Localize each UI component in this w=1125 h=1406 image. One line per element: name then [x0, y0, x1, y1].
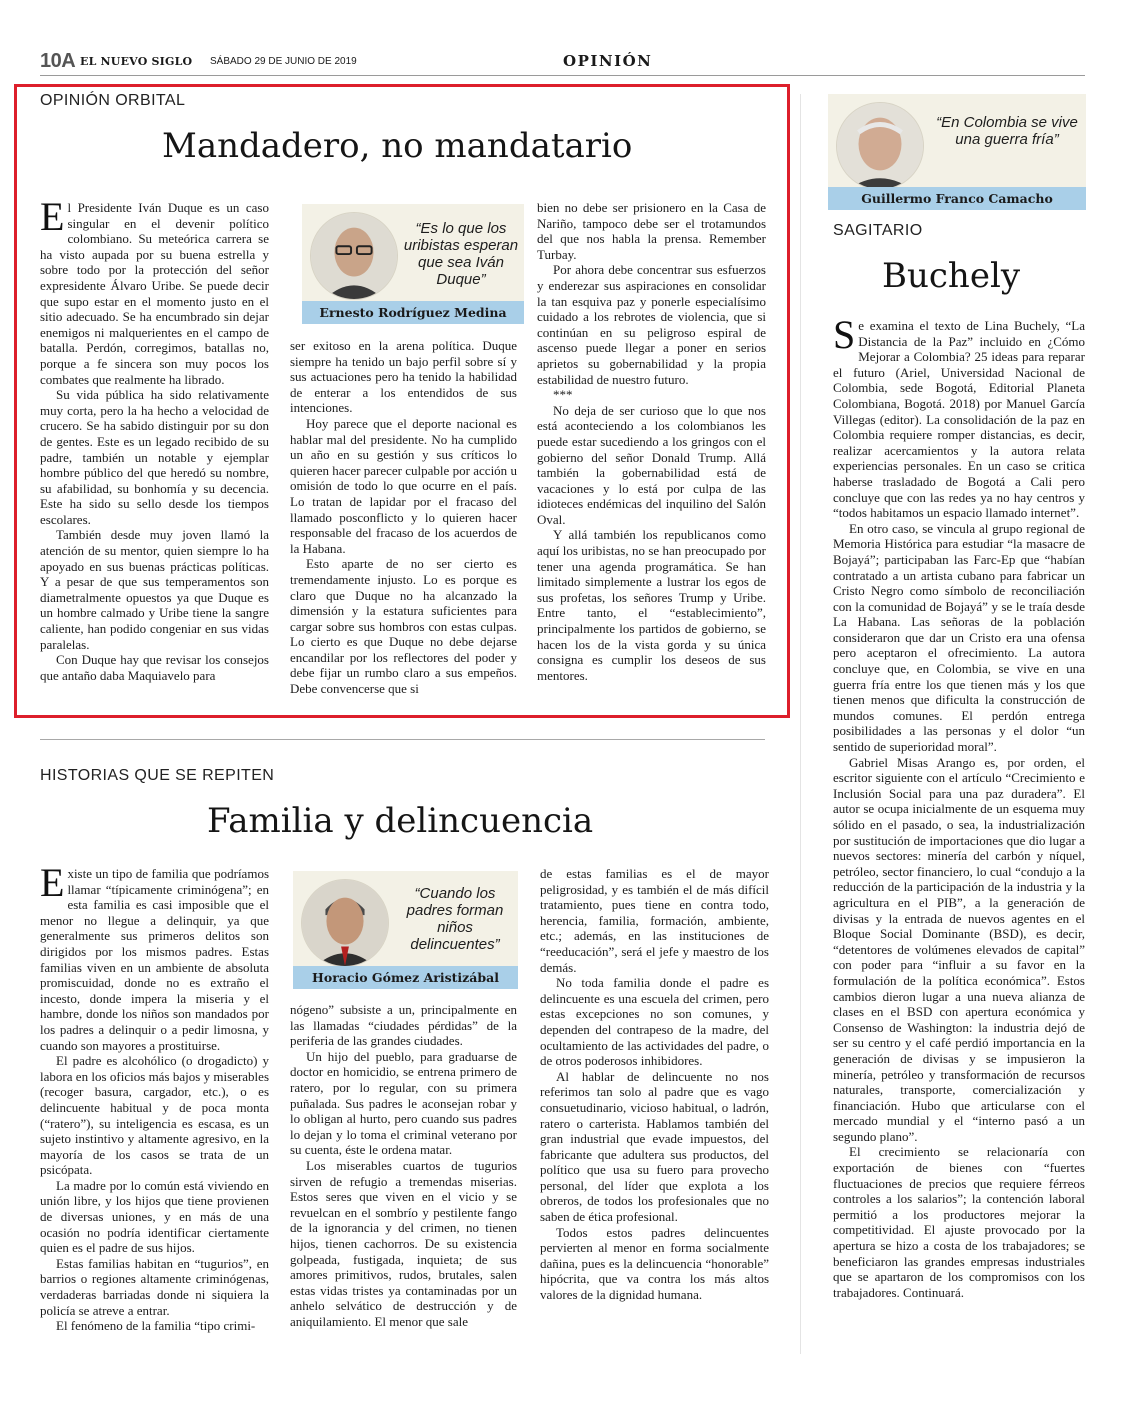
article3-col1-paragraph: Gabriel Misas Arango es, por orden, el escritor siguiente con el artículo “Crecimiento e Inclusión Social para una paz duradera”. El autor se ocupa inicialmente de un esquema muy sólido en el pasado, o sea, la industrialización por sustitución de importaciones que dio lugar a nuevos sectores: minería del carbón y níquel, petróleo, sector financiero, lo cual “condujo a la reducción de la participación de la industria y la agricultura en el PIB”, a la generación de divisas y la entrada de nuevos agentes en el Bloque Social Dominante (BSD), es decir, “detentores de volúmenes elevados de capital” con poder para “influir a su favor en la formulación de la política económica”. Estos cambios dieron lugar a una nueva alianza de clases en el BSD con apertura económica y Consenso de Washington: la industria dejó de ser su centro y el café perdió importancia en la generación de divisas y se impusieron la minería, petróleo y transformación de recursos naturales, transporte, comercialización y financiación. Hubo que articularse con el mercado mundial y el “interno pasó a un segundo plano”. — [833, 754, 1085, 1144]
article1-col2-paragraph: Esto aparte de no ser cierto es tremendamente injusto. Lo es porque es claro que Duque no ha alcanzado la dimensión y la estatura suficientes para cargar sobre sus hombros con estas culpas. Lo cierto es que Duque no debe dejarse encandilar por los reflectores del poder y debe fijar un rumbo claro a sus empeños. Debe convencerse que si — [290, 556, 517, 697]
article1-col1-paragraph: También desde muy joven llamó la atención de su mentor, quien siempre lo ha apoyado en sus buenas prácticas políticas. Y a pesar de que sus temperamentos son diametralmente opuestos ya que Duque es un hombre calmado y Uribe tiene la sangre caliente, han podido congeniar en sus vidas paralelas. — [40, 527, 269, 652]
section-break-stars: *** — [553, 387, 573, 403]
section-title: OPINIÓN — [563, 52, 653, 70]
section-divider — [40, 739, 765, 740]
article1-headline: Mandadero, no mandatario — [162, 126, 633, 166]
article2-column-1 — [40, 860, 269, 1334]
dropcap: E — [40, 194, 65, 239]
author-photo — [310, 212, 398, 300]
article2-col3-paragraph: Todos estos padres delincuentes pervierten al menor en forma socialmente dañina, pues es la delincuencia “honorable” hipócrita, que va contra los más altos valores de la dignidad humana. — [540, 1224, 769, 1303]
article2-author-name: Horacio Gómez Aristizábal — [293, 966, 518, 989]
article2-col3-paragraph: Al hablar de delincuente no nos referimos tan solo al padre que es vago consuetudinario, vicioso habitual, o ladrón, ratero o carterista. Hablamos también del gran industrial que evade impuestos, del fabricante que adultera sus productos, del político que usa su fuero para provecho personal, del líder que explota a los obreros, de todos los profesionales que no saben de ética profesional. — [540, 1068, 769, 1225]
article1-col2-paragraph: ser exitoso en la arena política. Duque siempre ha tenido un bajo perfil sobre sí y sus actuaciones pero ha tenido la habilidad de enterar a los entendidos de sus intenciones. — [290, 338, 517, 416]
article1-col1-paragraph: Su vida pública ha sido relativamente muy corta, pero la ha hecho a velocidad de crucero. Se ha sabido distinguir por su don de gentes. Este es un legado recibido de su padre, también un notable y ejemplar hombre público del que heredó su nombre, su afabilidad, su bonhomía y su decencia. Este ha sido su sello desde los tiempos escolares. — [40, 387, 269, 527]
dropcap: E — [40, 860, 65, 905]
article3-author-box — [828, 94, 1086, 210]
article1-col1-paragraph: Con Duque hay que revisar los consejos que antaño daba Maquiavelo para — [40, 652, 269, 683]
author-portrait-icon — [837, 103, 923, 189]
dropcap: S — [833, 312, 856, 357]
article3-col1-paragraph: En otro caso, se vincula al grupo regional de Memoria Histórica para estudiar “la masacre de Bojayá”; participaban las Farc-Ep que “habían contratado a un artista cubano para fabricar un Cristo Negro como símbolo de reconciliación con la comunidad de Bojayá” y se le traía desde La Habana. Las señoras de la población consideraron que dar un Cristo era una ofensa pero aceptaron el ofrecimiento. La autora concluye que, en Colombia, se vive en una guerra fría entre los que tienen más y los que tienen menos que dificulta la construcción de mundos comunes. El perdón entrega posibilidades a las personas y el dolor “un sentido de superioridad moral”. — [833, 520, 1085, 755]
article3-col1-paragraph: El crecimiento se relacionaría con exportación de bienes con “fuertes fluctuaciones de precios que requiere férreos controles a los salarios”; la contención laboral permitió a los productores mejorar la competitividad. El ajuste provocado por la apertura se hizo a costa de los trabajadores; se beneficiaron las grandes empresas industriales que se apartaron de los compromisos con los trabajadores. Continuará. — [833, 1144, 1085, 1300]
article2-col2-paragraph: nógeno” subsiste a un, principalmente en las llamadas “ciudades pérdidas” de la periferia de las grandes ciudades. — [290, 1002, 517, 1049]
article1-author-box — [302, 204, 524, 324]
article1-col3-paragraph: No deja de ser curioso que lo que nos está aconteciendo a los colombianos les puede estar sucediendo a los gringos con el gobierno del señor Donald Trump. Allá también la gobernabilidad está de vacaciones y lo está por culpa de las idioteces endémicas del inquilino del Salón Oval. — [537, 402, 766, 527]
author-photo — [301, 879, 389, 967]
article2-col2-paragraph: Los miserables cuartos de tugurios sirven de refugio a tremendas miserias. Estos seres que viven en el vicio y se revuelcan en el sombrío y pestilente fango de la ignorancia y del crimen, no tienen hijos, tienen cachorros. De su existencia golpeada, fustigada, inquieta; de sus amores primitivos, rudos, brutales, salen estas vidas tristes ya contaminadas por un anhelo selvático de destrucción y de aniquilamiento. El menor que sale — [290, 1157, 517, 1329]
article2-col3-paragraph: de estas familias es el de mayor peligrosidad, y es también el de más difícil tratamiento, pues tiene en contra todo, herencia, familia, formación, ambiente, etc.; además, en las instituciones de “reeducación”, será el jefe y maestro de los demás. — [540, 866, 769, 975]
author-photo — [836, 102, 924, 190]
issue-date: SÁBADO 29 DE JUNIO DE 2019 — [210, 56, 357, 67]
article2-col2-paragraph: Un hijo del pueblo, para graduarse de doctor en homicidio, se entrena primero de ratero, por lo regular, con su primera puñalada. Sus padres le aconsejan robar y lo obligan al hurto, pero cuando sus padres lo dejan y lo toma el criminal veterano por su cuenta, éste le ordena matar. — [290, 1048, 517, 1158]
author-portrait-icon — [302, 880, 388, 966]
article3-col1-paragraph: Se examina el texto de Lina Buchely, “La Distancia de la Paz” incluido en ¿Cómo Mejorar a Colombia? 25 ideas para reparar el futuro (Ariel, Universidad Nacional de Colombia, sede Bogotá, Editorial Planeta Colombiana, Bogotá. 2018) por Manuel García Villegas (editor). La consolidación de la paz en Colombia requiere romper distancias, es decir, realizar acercamientos y la autora relata experiencias personales. En un caso se critica haberse trasladado de Bogotá a Cali pero concluye que con las redes ya no hay centros y “todos habitamos un espacio llamado internet”. — [833, 312, 1085, 521]
article2-kicker: HISTORIAS QUE SE REPITEN — [40, 767, 275, 784]
column-rule — [800, 94, 801, 1354]
page-header — [40, 48, 1085, 76]
article1-col1-paragraph: El Presidente Iván Duque es un caso singular en el devenir político colombiano. Su meteórica carrera se ha visto aupada por su buena estrella y sobre todo por la protección del señor expresidente Álvaro Uribe. Se puede decir que supo estar en el momento justo en el sitio adecuado. Se ha encumbrado sin dejar enemigos ni malquerientes en el campo de batalla. Perdón, corregimos, batallas no, porque a fe sincera son muy pocos los combates que realmente ha librado. — [40, 194, 269, 387]
newspaper-name: EL NUEVO SIGLO — [80, 55, 193, 68]
article1-author-name: Ernesto Rodríguez Medina — [302, 301, 524, 324]
article2-col1-paragraph: Existe un tipo de familia que podríamos llamar “típicamente criminógena”; en esta familia es casi imposible que el menor no llegue a delinquir, ya que generalmente sus primeros delitos son dirigidos por los mismos padres. Estas familias viven en un ambiente de absoluta promiscuidad, donde no es extraño el incesto, donde impera la miseria y el hambre, donde los niños son mandados por los padres a delinquir o a pedir limosna, y cuando son mayores a prostituirse. — [40, 860, 269, 1053]
article3-column-1 — [833, 312, 1085, 1300]
article1-pull-quote: “Es lo que los uribistas esperan que sea Iván Duque” — [403, 220, 519, 288]
article2-col1-paragraph: El padre es alcohólico (o drogadicto) y labora en los oficios más bajos y miserables (recoger basura, cargador, etc.), o es delincuente habitual y de poca monta (“ratero”), su inteligencia es escasa, es un sujeto instintivo y altamente agresivo, en la mayoría de los casos se trata de un psicópata. — [40, 1053, 269, 1178]
article2-column-2 — [290, 1002, 517, 1329]
article2-col1-paragraph: El fenómeno de la familia “tipo crimi- — [56, 1318, 256, 1334]
article1-kicker: OPINIÓN ORBITAL — [40, 92, 186, 109]
article3-pull-quote: “En Colombia se vive una guerra fría” — [936, 114, 1078, 148]
article3-author-name: Guillermo Franco Camacho — [828, 187, 1086, 210]
article3-kicker: SAGITARIO — [833, 222, 923, 239]
article2-pull-quote: “Cuando los padres forman niños delincuentes” — [406, 885, 504, 953]
article1-column-3 — [537, 200, 766, 683]
article1-column-1 — [40, 194, 269, 683]
article2-author-box — [293, 871, 518, 989]
article1-col3-paragraph: Por ahora debe concentrar sus esfuerzos y enderezar sus aspiraciones en consolidar la tan esquiva paz y ponerle especialísimo cuidado a los rebrotes de violencia, que si continúan en su peligroso espiral de ascenso puede llegar a poner en serios aprietos su gobernabilidad y la propia estabilidad de nuestro futuro. — [537, 262, 766, 387]
article1-col3-paragraph: Y allá también los republicanos como aquí los uribistas, no se han preocupado por tener una agenda programática. Se han limitado simplemente a lustrar los egos de sus profetas, los señores Trump y Uribe. Entre tanto, el “establecimiento”, principalmente los partidos de gobierno, se hacen los de la vista gorda y su única consigna es cumplir los deseos de sus mentores. — [537, 527, 766, 683]
article2-col3-paragraph: No toda familia donde el padre es delincuente es una escuela del crimen, pero estas excepciones no son comunes, y dependen del contrapeso de la madre, del ocultamiento de las actividades del padre, o de otros poderosos inhibidores. — [540, 975, 769, 1069]
article1-column-2 — [290, 338, 517, 697]
author-portrait-icon — [311, 213, 397, 299]
article3-headline: Buchely — [882, 256, 1021, 296]
article2-col1-paragraph: La madre por lo común está viviendo en unión libre, y los hijos que tiene provienen de diversas uniones, y en más de una ocasión no podría identificar ciertamente quien es el padre de sus hijos. — [40, 1177, 269, 1256]
page-number: 10A — [40, 50, 76, 72]
article2-column-3 — [540, 866, 769, 1303]
article1-col3-paragraph: bien no debe ser prisionero en la Casa de Nariño, tampoco debe ser el trotamundos del que nos habla la prensa. Remember Turbay. — [537, 200, 766, 262]
article1-col2-paragraph: Hoy parece que el deporte nacional es hablar mal del presidente. No ha cumplido un año en su gestión y sus críticos lo quieren hacer parecer culpable por acción u omisión de todo lo que ocurre en el país. Lo tratan de lapidar por el fracaso del llamado posconflicto y lo quieren hacer responsable del fracaso de los acuerdos de la Habana. — [290, 415, 517, 556]
article2-headline: Familia y delincuencia — [207, 801, 594, 841]
article2-col1-paragraph: Estas familias habitan en “tugurios”, en barrios o regiones altamente criminógenas, verdaderas barriadas donde ni siquiera la policía se atreve a entrar. — [40, 1255, 269, 1318]
